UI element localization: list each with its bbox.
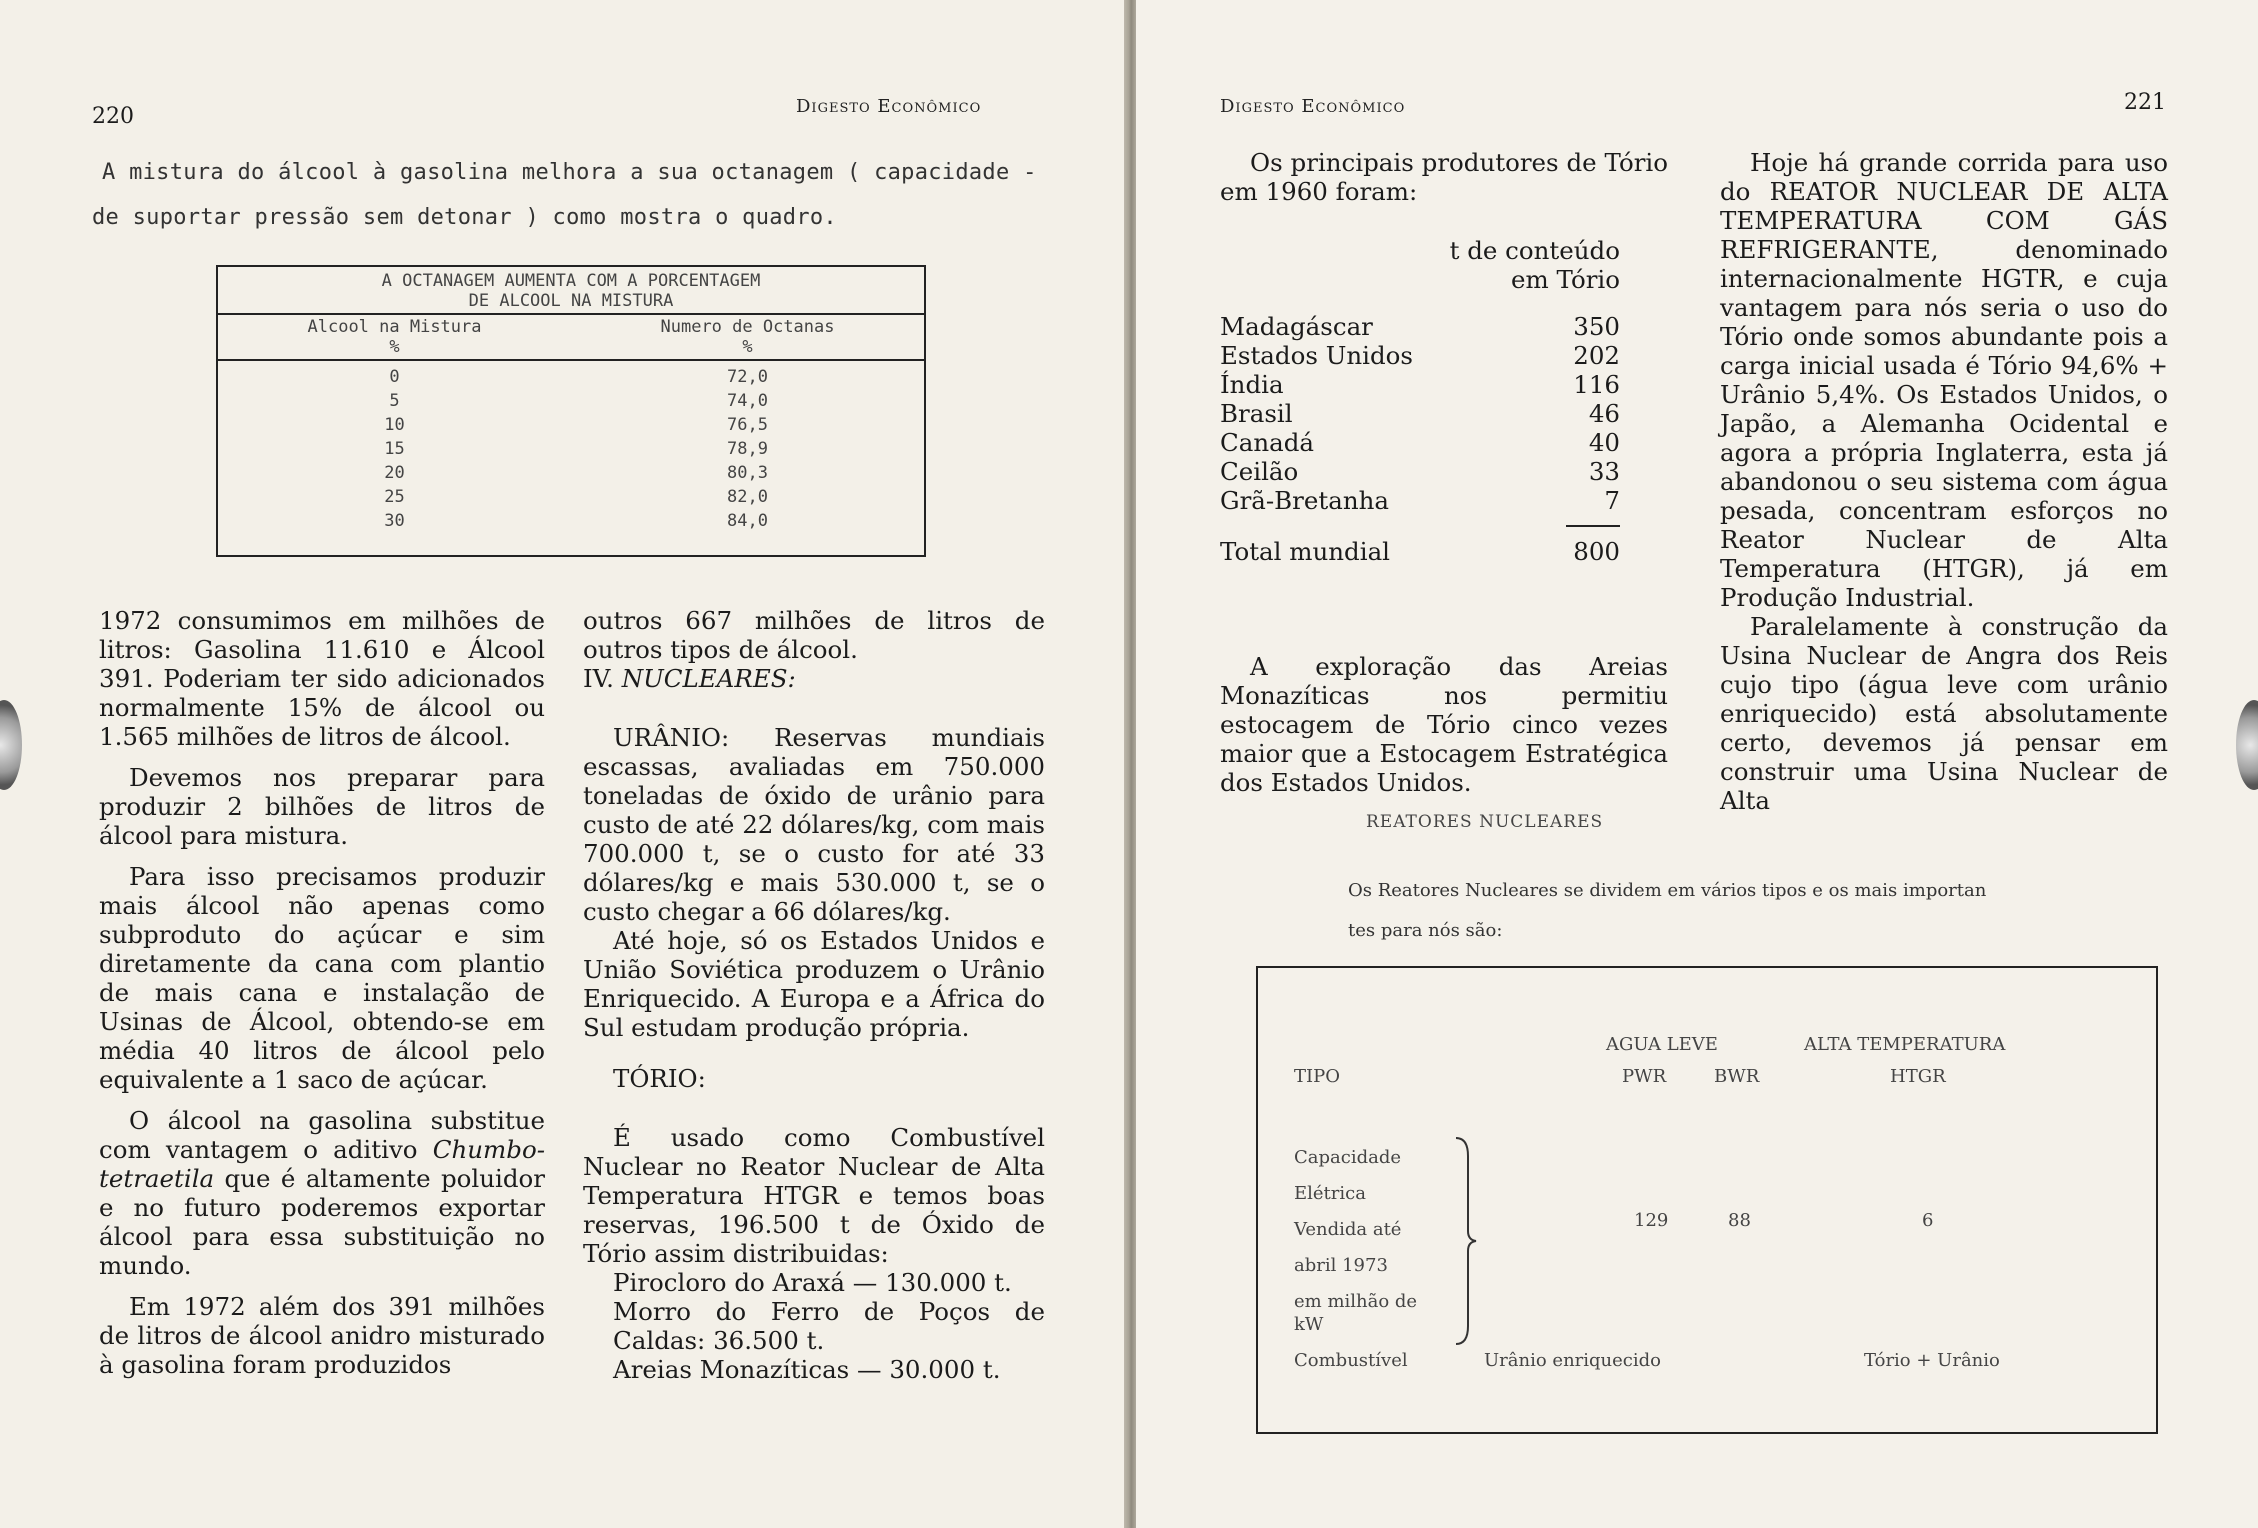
total-rule xyxy=(1220,525,1620,527)
list-item: Areias Monazíticas — 30.000 t. xyxy=(613,1355,1001,1384)
paragraph: Os principais produtores de Tório em 1960 foram: xyxy=(1220,148,1668,206)
htgr-value: 6 xyxy=(1922,1210,1934,1231)
paragraph: outros 667 milhões de litros de outros tipos de álcool. xyxy=(583,606,1045,664)
octane-table-body xyxy=(218,361,924,533)
left-running-header: Digesto Econômico xyxy=(796,96,982,117)
producer-row: Brasil 46 xyxy=(1220,399,1620,428)
alta-temp-header: ALTA TEMPERATURA xyxy=(1804,1034,2006,1055)
combustivel-label: Combustível xyxy=(1294,1350,1408,1371)
total-row: Total mundial 800 xyxy=(1220,537,1620,566)
octane-table-title xyxy=(218,267,924,315)
left-page xyxy=(0,0,1124,1528)
col-octanas-header: Numero de Octanas % xyxy=(660,317,835,357)
producers-intro xyxy=(1220,148,1668,218)
unit-header: t de conteúdo em Tório xyxy=(1449,236,1620,294)
intro-line-2: de suportar pressão sem detonar ) como mostra o quadro. xyxy=(92,205,837,230)
capacidade-label: Capacidade Elétrica Vendida até abril 1973 em milhão de kW xyxy=(1294,1147,1418,1335)
producer-row: Madagáscar 350 xyxy=(1220,312,1620,341)
octane-title-line1: A OCTANAGEM AUMENTA COM A PORCENTAGEM xyxy=(381,271,761,291)
chumbo-italic: Chumbo-tetraetila xyxy=(99,1135,545,1193)
octane-table-header xyxy=(218,315,924,361)
tipo-header: TIPO xyxy=(1294,1066,1340,1087)
producer-row: Canadá 40 xyxy=(1220,428,1620,457)
intro-line-1: A mistura do álcool à gasolina melhora a sua octanagem ( capacidade - xyxy=(102,160,1037,185)
paragraph: Devemos nos preparar para produzir 2 bilhões de litros de álcool para mistura. xyxy=(99,763,545,850)
list-item: Morro do Ferro de Poços de Caldas: 36.500 t. xyxy=(613,1297,1045,1355)
producer-row: Índia 116 xyxy=(1220,370,1620,399)
table-row: 25 82,0 xyxy=(384,487,768,507)
paragraph: URÂNIO: Reservas mundiais escassas, avaliadas em 750.000 toneladas de óxido de urânio para custo de até 22 dólares/kg, com mais 700.000 t, se o custo for até 33 dólares/kg e mais 530.000 t, se o custo chegar a 66 dólares/kg. xyxy=(583,723,1045,926)
left-column-1 xyxy=(99,606,545,1391)
reatores-title: REATORES NUCLEARES xyxy=(1366,812,1604,832)
paragraph: Até hoje, só os Estados Unidos e União Soviética produzem o Urânio Enriquecido. A Europa e a África do Sul estudam produção própria. xyxy=(583,926,1045,1042)
agua-leve-header: AGUA LEVE xyxy=(1606,1034,1718,1055)
producer-row: Grã-Bretanha 7 xyxy=(1220,486,1620,515)
paragraph: Em 1972 além dos 391 milhões de litros de álcool anidro misturado à gasolina foram produzidos xyxy=(99,1292,545,1379)
paragraph: É usado como Combustível Nuclear no Reator Nuclear de Alta Temperatura HTGR e temos boas reservas, 196.500 t de Óxido de Tório assim distribuidas: xyxy=(583,1123,1045,1268)
pwr-value: 129 xyxy=(1634,1210,1669,1231)
left-column-2 xyxy=(583,606,1045,1384)
paragraph: A exploração das Areias Monazíticas nos permitiu estocagem de Tório cinco vezes maior que a Estocagem Estratégica dos Estados Unidos. xyxy=(1220,652,1668,797)
section-heading: IV. NUCLEARES: xyxy=(583,664,796,693)
torio-heading: TÓRIO: xyxy=(613,1064,706,1093)
paragraph: 1972 consumimos em milhões de litros: Gasolina 11.610 e Álcool 391. Poderiam ter sido adicionados normalmente 15% de álcool ou 1.565 milhões de litros de álcool. xyxy=(99,606,545,751)
htgr-header: HTGR xyxy=(1890,1066,1946,1087)
paragraph: Paralelamente à construção da Usina Nuclear de Angra dos Reis cujo tipo (água leve com urânio enriquecido) está absolutamente certo, devemos já pensar em construir uma Usina Nuclear de Alta xyxy=(1720,612,2168,815)
bwr-value: 88 xyxy=(1728,1210,1751,1231)
table-row: 30 84,0 xyxy=(384,511,768,531)
right-page xyxy=(1136,0,2258,1528)
octane-table xyxy=(216,265,926,557)
producers-table xyxy=(1220,236,1620,566)
areias-paragraph xyxy=(1220,652,1668,809)
octane-title-line2: DE ALCOOL NA MISTURA xyxy=(468,291,674,311)
right-column-2 xyxy=(1720,148,2168,827)
table-row: 20 80,3 xyxy=(384,463,768,483)
producer-row: Ceilão 33 xyxy=(1220,457,1620,486)
right-folio: 221 xyxy=(2124,90,2166,115)
reatores-intro-1: Os Reatores Nucleares se dividem em vários tipos e os mais importan xyxy=(1348,880,1987,901)
list-item: Pirocloro do Araxá — 130.000 t. xyxy=(613,1268,1012,1297)
table-row: 5 74,0 xyxy=(389,391,768,411)
combustivel-agua-leve: Urânio enriquecido xyxy=(1484,1350,1661,1371)
paragraph: Para isso precisamos produzir mais álcool não apenas como subproduto do açúcar e sim diretamente da cana com plantio de mais cana e instalação de Usinas de Álcool, obtendo-se em média 40 litros de álcool pelo equivalente a 1 saco de açúcar. xyxy=(99,862,545,1094)
col-alcool-header: Alcool na Mistura % xyxy=(307,317,482,357)
bwr-header: BWR xyxy=(1714,1066,1760,1087)
pwr-header: PWR xyxy=(1622,1066,1667,1087)
right-running-header: Digesto Econômico xyxy=(1220,96,1406,117)
brace-icon xyxy=(1454,1136,1480,1346)
left-folio: 220 xyxy=(92,104,134,129)
producer-row: Estados Unidos 202 xyxy=(1220,341,1620,370)
table-row: 0 72,0 xyxy=(389,367,768,387)
paragraph: O álcool na gasolina substitue com vantagem o aditivo Chumbo-tetraetila que é altamente poluidor e no futuro poderemos exportar álcool para essa substituição no mundo. xyxy=(99,1106,545,1280)
reactor-table xyxy=(1256,966,2158,1434)
table-row: 10 76,5 xyxy=(384,415,768,435)
combustivel-alta-temp: Tório + Urânio xyxy=(1864,1350,2000,1371)
table-row: 15 78,9 xyxy=(384,439,768,459)
paragraph: Hoje há grande corrida para uso do REATOR NUCLEAR DE ALTA TEMPERATURA COM GÁS REFRIGERANTE, denominado internacionalmente HGTR, e cuja vantagem para nós seria o uso do Tório onde somos abundante pois a carga inicial usada é Tório 94,6% + Urânio 5,4%. Os Estados Unidos, o Japão, a Alemanha Ocidental e agora a própria Inglaterra, esta já abandonou o seu sistema com água pesada, concentram esforços no Reator Nuclear de Alta Temperatura (HTGR), já em Produção Industrial. xyxy=(1720,148,2168,612)
reatores-intro-2: tes para nós são: xyxy=(1348,920,1503,941)
